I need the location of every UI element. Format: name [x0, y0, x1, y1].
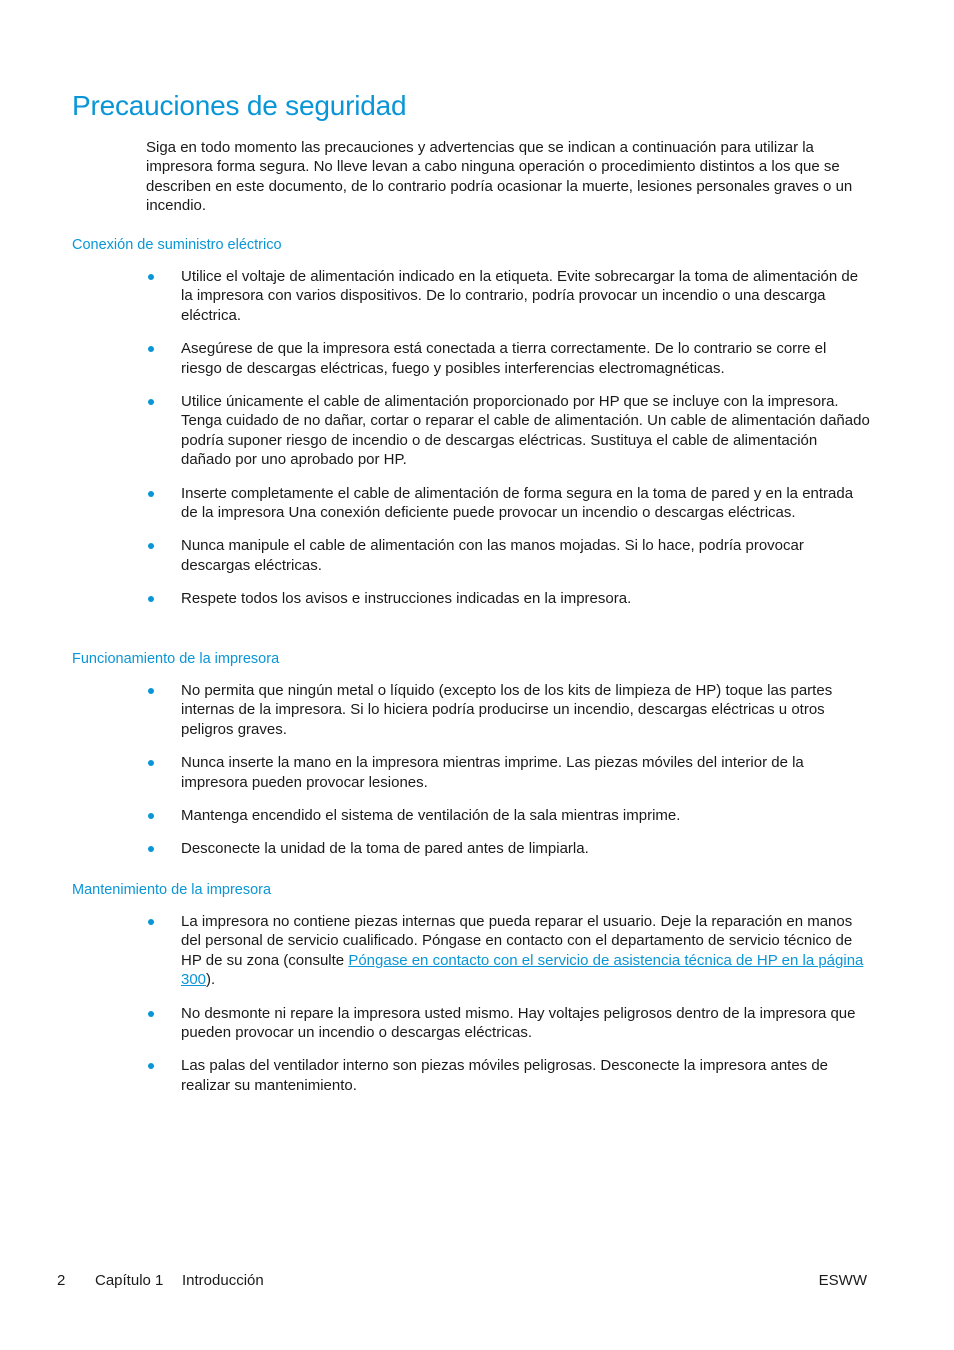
list-item [72, 1004, 871, 1043]
list-item-text: Asegúrese de que la impresora está conectada a tierra correctamente. De lo contrario se corre el riesgo de descargas eléctricas, fuego y posibles interferencias electromagnéticas. [181, 340, 827, 377]
bullet-icon [148, 399, 154, 405]
bullet-icon [148, 813, 154, 819]
intro-paragraph: Siga en todo momento las precauciones y advertencias que se indican a continuación para utilizar la impresora forma segura. No lleve levan a cabo ninguna operación o procedimiento distintos a los que se describen en este documento, de lo contrario podría ocasionar la muerte, lesiones personales graves o un incendio. [146, 139, 853, 215]
bullet-list [72, 267, 872, 609]
list-item [72, 536, 871, 575]
page-title: Precauciones de seguridad [72, 90, 407, 121]
section-printer-maintenance [72, 881, 872, 1109]
list-item-text-end: ). [206, 971, 216, 989]
bullet-icon [148, 274, 154, 280]
list-item-text: No desmonte ni repare la impresora usted mismo. Hay voltajes peligrosos dentro de la impresora que pueden provocar un incendio o descargas eléctricas. [181, 1004, 856, 1042]
list-item-text: No permita que ningún metal o líquido (excepto los de los kits de limpieza de HP) toque las partes internas de la impresora. Si lo hiciera podría producirse un incendio, descargas eléctricas u otros peligros graves. [181, 682, 833, 738]
list-item-text: Inserte completamente el cable de alimentación de forma segura en la toma de pared y en la entrada de la impresora Una conexión deficiente puede provocar un incendio o descargas eléctricas. [181, 484, 854, 522]
bullet-icon [148, 688, 154, 694]
bullet-list [72, 912, 872, 1095]
bullet-icon [148, 919, 154, 925]
list-item-text: Mantenga encendido el sistema de ventilación de la sala mientras imprime. [181, 807, 681, 825]
page-number: 2 [57, 1272, 66, 1289]
section-heading: Mantenimiento de la impresora [72, 882, 272, 898]
bullet-list [72, 681, 872, 859]
bullet-icon [148, 346, 154, 352]
list-item-text: Nunca manipule el cable de alimentación con las manos mojadas. Si lo hace, podría provocar descargas eléctricas. [181, 537, 804, 574]
bullet-icon [148, 760, 154, 766]
section-heading: Funcionamiento de la impresora [72, 651, 280, 667]
section-power-connection [72, 236, 872, 623]
list-item [72, 1056, 871, 1095]
chapter-title: Introducción [182, 1272, 264, 1289]
list-item-text: Desconecte la unidad de la toma de pared antes de limpiarla. [181, 840, 589, 858]
section-heading: Conexión de suministro eléctrico [72, 237, 282, 253]
list-item [72, 589, 871, 608]
list-item [72, 912, 871, 990]
bullet-icon [148, 1011, 154, 1017]
list-item-text: Nunca inserte la mano en la impresora mientras imprime. Las piezas móviles del interior de la impresora pueden provocar lesiones. [181, 754, 804, 791]
list-item-text: Utilice únicamente el cable de alimentación proporcionado por HP que se incluye con la impresora. Tenga cuidado de no dañar, cortar o reparar el cable de alimentación. Un cable de alimentación dañado podría suponer riesgo de incendio o de descargas eléctricas. Sustituya el cable de alimentación dañado por uno aprobado por HP. [181, 393, 870, 469]
list-item [72, 806, 871, 825]
chapter-label: Capítulo 1 [95, 1272, 164, 1289]
bullet-icon [148, 491, 154, 497]
doc-code: ESWW [818, 1272, 867, 1289]
list-item [72, 753, 871, 792]
section-printer-operation [72, 650, 872, 873]
bullet-icon [148, 543, 154, 549]
list-item-text: Utilice el voltaje de alimentación indicado en la etiqueta. Evite sobrecargar la toma de alimentación de la impresora con varios dispositivos. De lo contrario, podría provocar un incendio o una descarga eléctrica. [181, 268, 859, 324]
list-item [72, 681, 871, 739]
list-item-text: Respete todos los avisos e instrucciones indicadas en la impresora. [181, 590, 632, 608]
list-item [72, 267, 871, 325]
list-item [72, 484, 871, 523]
bullet-icon [148, 1063, 154, 1069]
list-item [72, 839, 871, 858]
list-item-text: La impresora no contiene piezas internas que pueda reparar el usuario. Deje la reparación en manos del personal de servicio cualificado. Póngase en contacto con el departamento de servicio técnico de HP de su zona (consulte [181, 913, 853, 969]
support-page-link[interactable]: Póngase en contacto con el servicio de asistencia técnica de HP en la página 300 [181, 951, 864, 989]
list-item [72, 392, 871, 470]
bullet-icon [148, 596, 154, 602]
list-item-text: Las palas del ventilador interno son piezas móviles peligrosas. Desconecte la impresora antes de realizar su mantenimiento. [181, 1057, 829, 1094]
list-item [72, 339, 871, 378]
bullet-icon [148, 846, 154, 852]
